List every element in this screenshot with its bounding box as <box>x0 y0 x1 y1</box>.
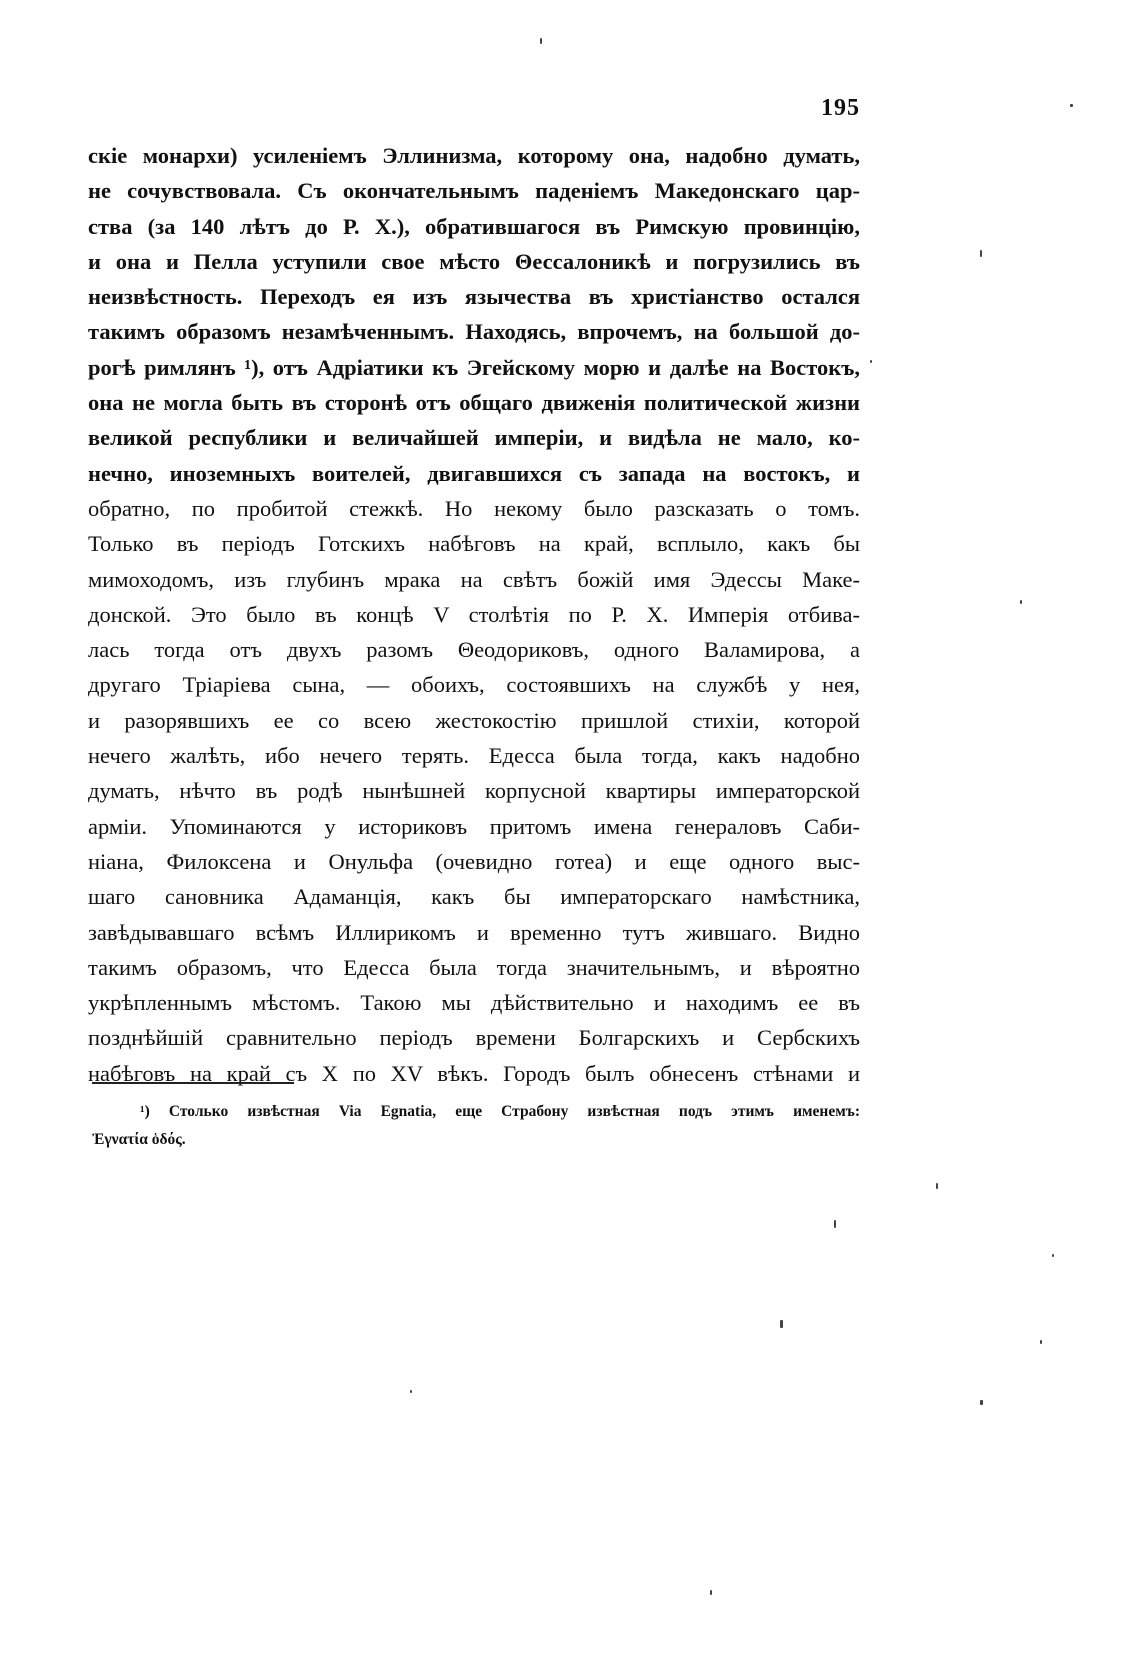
footnote-line: ¹) Столько извѣстная Via Egnatia, еще Страбону извѣстная подъ этимъ именемъ: <box>140 1103 860 1120</box>
footnote-divider <box>92 1082 294 1084</box>
footnote <box>92 1098 860 1154</box>
text-line: нечно, иноземныхъ воителей, двигавшихся съ запада на востокъ, и <box>88 460 860 486</box>
text-line: ства (за 140 лѣтъ до Р. Х.), обратившагося въ Римскую провинцію, <box>88 213 860 239</box>
text-line: и разорявшихъ ее со всею жестокостію пришлой стихіи, которой <box>88 707 860 733</box>
text-line: не сочувствовала. Съ окончательнымъ паденіемъ Македонскаго цар- <box>88 178 860 204</box>
text-line: набѣговъ на край съ X по XV вѣкъ. Городъ былъ обнесенъ стѣнами и <box>88 1060 860 1086</box>
text-line: такимъ образомъ, что Едесса была тогда значительнымъ, и вѣроятно <box>88 954 860 980</box>
scan-speck <box>1020 600 1022 604</box>
scan-speck <box>1052 1254 1054 1257</box>
text-line: обратно, по пробитой стежкѣ. Но некому было разсказать о томъ. <box>88 495 860 521</box>
scan-speck <box>936 1183 938 1189</box>
scan-speck <box>410 1390 412 1393</box>
text-line: завѣдывавшаго всѣмъ Иллирикомъ и временно тутъ жившаго. Видно <box>88 919 860 945</box>
text-line: думать, нѣчто въ родѣ нынѣшней корпусной квартиры императорской <box>88 778 860 804</box>
scan-speck <box>834 1220 836 1228</box>
text-line: великой республики и величайшей имперіи, и видѣла не мало, ко- <box>88 425 860 451</box>
text-line: нечего жалѣть, ибо нечего терять. Едесса была тогда, какъ надобно <box>88 743 860 769</box>
text-line: шаго сановника Адаманція, какъ бы императорскаго намѣстника, <box>88 884 860 910</box>
scan-speck <box>980 1400 983 1405</box>
text-line: ніана, Филоксена и Онульфа (очевидно готеа) и еще одного выс- <box>88 848 860 874</box>
text-line: позднѣйшій сравнительно періодъ времени Болгарскихъ и Сербскихъ <box>88 1025 860 1051</box>
body-text <box>88 138 860 1091</box>
text-line: скіе монархи) усиленіемъ Эллинизма, которому она, надобно думать, <box>88 143 860 168</box>
scan-speck <box>780 1320 783 1328</box>
text-line: такимъ образомъ незамѣченнымъ. Находясь, впрочемъ, на большой до- <box>88 319 860 345</box>
scan-speck <box>710 1590 712 1595</box>
text-line: она не могла быть въ сторонѣ отъ общаго движенія политической жизни <box>88 390 860 416</box>
scan-speck <box>980 250 982 257</box>
text-line: донской. Это было въ концѣ V столѣтія по Р. Х. Имперія отбива- <box>88 601 860 627</box>
scan-speck <box>1040 1340 1042 1344</box>
text-line: мимоходомъ, изъ глубинъ мрака на свѣтъ божій имя Эдессы Маке- <box>88 566 860 592</box>
text-line: арміи. Упоминаются у историковъ притомъ имена генераловъ Саби- <box>88 813 860 839</box>
scan-speck <box>870 360 872 363</box>
footnote-line: Ἐγνατία ὁδός. <box>92 1131 186 1148</box>
text-line: и она и Пелла уступили свое мѣсто Θессалоникѣ и погрузились въ <box>88 248 860 274</box>
text-line: другаго Тріаріева сына, — обоихъ, состоявшихъ на службѣ у нея, <box>88 672 860 698</box>
text-line: укрѣпленнымъ мѣстомъ. Такою мы дѣйствительно и находимъ ее въ <box>88 990 860 1016</box>
page-number: 195 <box>821 95 860 121</box>
scan-speck <box>1070 104 1073 107</box>
text-line: Только въ періодъ Готскихъ набѣговъ на край, всплыло, какъ бы <box>88 531 860 557</box>
text-line: неизвѣстность. Переходъ ея изъ язычества въ христіанство остался <box>88 284 860 310</box>
text-line: рогѣ римлянъ ¹), отъ Адріатики къ Эгейскому морю и далѣе на Востокъ, <box>88 354 860 380</box>
scan-speck <box>540 38 542 44</box>
text-line: лась тогда отъ двухъ разомъ Θеодориковъ, одного Валамирова, а <box>88 637 860 663</box>
